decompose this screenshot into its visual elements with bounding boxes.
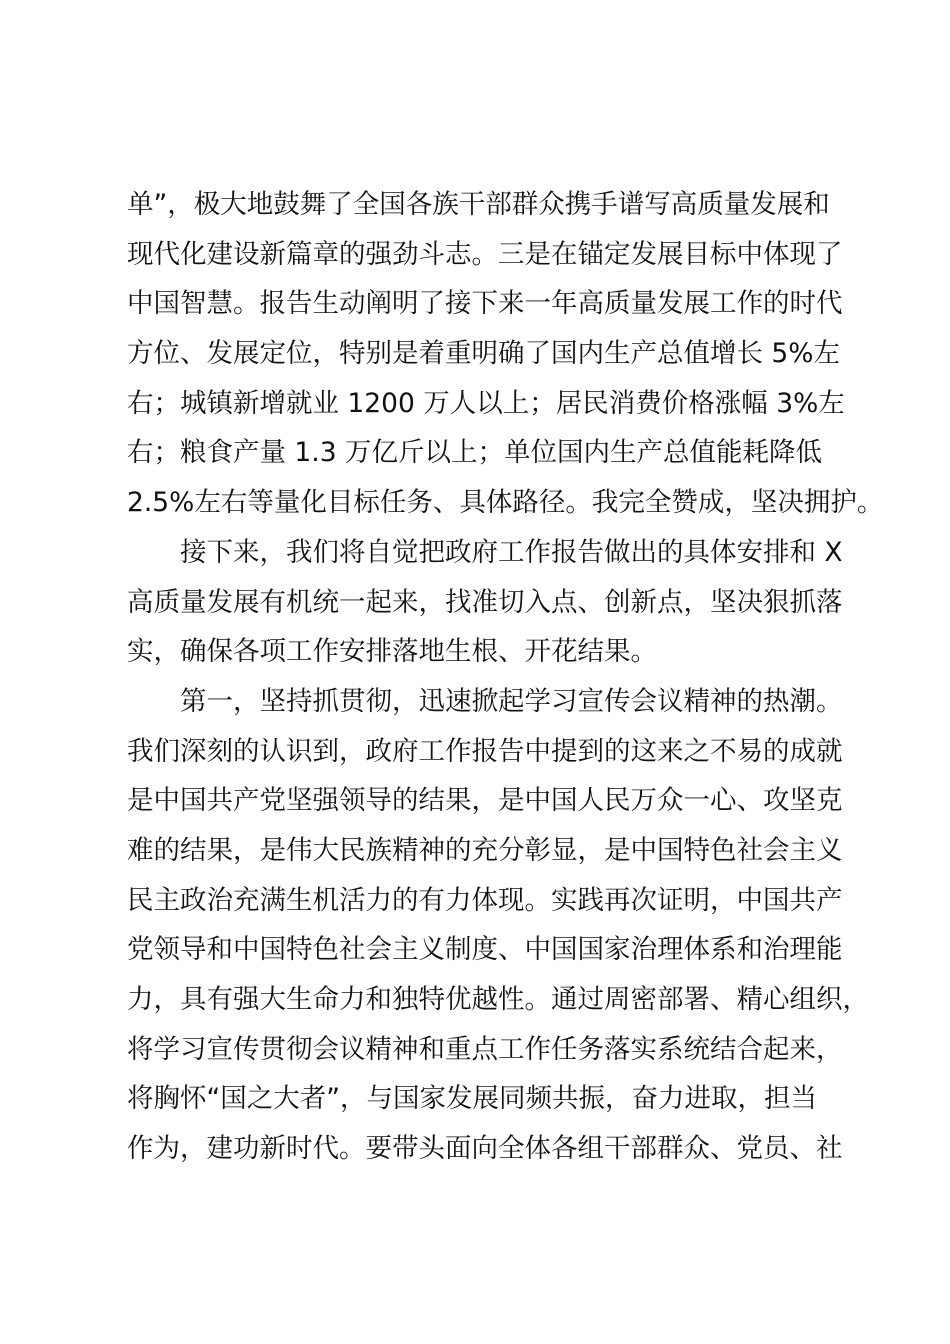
text-line: 将胸怀“国之大者”，与国家发展同频共振，奋力进取，担当: [127, 1083, 817, 1115]
text-line: 右；粮食产量 1.3 万亿斤以上；单位国内生产总值能耗降低: [127, 437, 822, 469]
text-line: 中国智慧。报告生动阐明了接下来一年高质量发展工作的时代: [127, 288, 843, 320]
text-line: 党领导和中国特色社会主义制度、中国国家治理体系和治理能: [127, 934, 843, 966]
text-line: 高质量发展有机统一起来，找准切入点、创新点，坚决狠抓落: [127, 586, 843, 618]
text-line: 方位、发展定位，特别是着重明确了国内生产总值增长 5%左: [127, 338, 840, 370]
text-line: 现代化建设新篇章的强劲斗志。三是在锚定发展目标中体现了: [127, 238, 843, 270]
text-line: 2.5%左右等量化目标任务、具体路径。我完全赞成，坚决拥护。: [127, 487, 884, 519]
text-line: 单”，极大地鼓舞了全国各族干部群众携手谱写高质量发展和: [127, 189, 830, 220]
text-line: 将学习宣传贯彻会议精神和重点工作任务落实系统结合起来，: [127, 1033, 843, 1065]
text-line: 是中国共产党坚强领导的结果，是中国人民万众一心、攻坚克: [127, 785, 843, 817]
text-line: 作为，建功新时代。要带头面向全体各组干部群众、党员、社: [127, 1133, 843, 1165]
paragraph-start-line: 接下来，我们将自觉把政府工作报告做出的具体安排和 X: [180, 536, 843, 568]
text-line: 右；城镇新增就业 1200 万人以上；居民消费价格涨幅 3%左: [127, 387, 845, 419]
text-line: 力，具有强大生命力和独特优越性。通过周密部署、精心组织，: [127, 984, 869, 1015]
text-line: 实，确保各项工作安排落地生根、开花结果。: [127, 636, 657, 668]
paragraph-start-line: 第一，坚持抓贯彻，迅速掀起学习宣传会议精神的热潮。: [180, 685, 843, 717]
document-body: [127, 180, 884, 1174]
text-line: 民主政治充满生机活力的有力体现。实践再次证明，中国共产: [127, 884, 843, 916]
text-line: 我们深刻的认识到，政府工作报告中提到的这来之不易的成就: [127, 735, 843, 767]
text-line: 难的结果，是伟大民族精神的充分彰显，是中国特色社会主义: [127, 834, 843, 866]
